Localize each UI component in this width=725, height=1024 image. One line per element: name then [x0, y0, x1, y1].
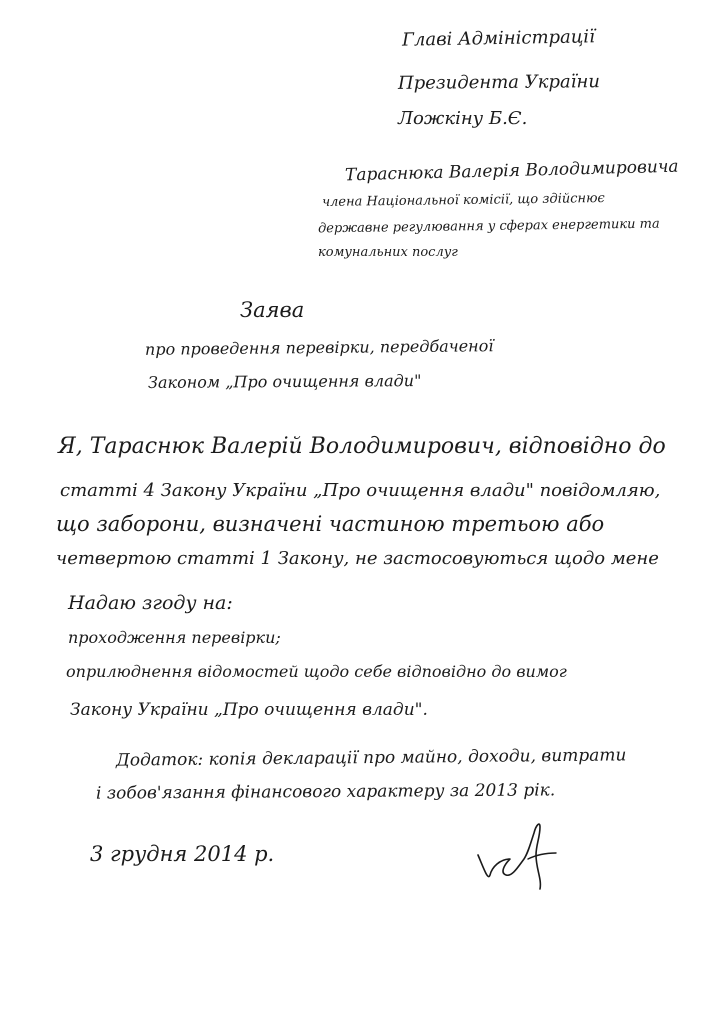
- body-line-3: що заборони, визначені частиною третьою або: [56, 512, 605, 536]
- addressee-line-3: Ложкіну Б.Є.: [398, 108, 528, 129]
- consent-line-3: оприлюднення відомостей щодо себе відповідно до вимог: [66, 662, 567, 681]
- consent-line-4: Закону України „Про очищення влади".: [70, 700, 428, 720]
- addressee-line-2: Президента України: [397, 71, 601, 94]
- sender-position-line-3: комунальних послуг: [318, 245, 458, 260]
- sender-name: Тараснюка Валерія Володимировича: [344, 156, 679, 186]
- consent-line-1: Надаю згоду на:: [68, 592, 233, 614]
- sender-position-line-1: члена Національної комісії, що здійснює: [321, 191, 605, 210]
- date-line: 3 грудня 2014 р.: [90, 842, 275, 866]
- handwritten-signature: [470, 815, 570, 895]
- document-title: Заява: [240, 298, 305, 322]
- subject-line-1: про проведення перевірки, передбаченої: [144, 336, 494, 359]
- consent-line-2: проходження перевірки;: [68, 628, 281, 647]
- attachment-line-1: Додаток: копія декларації про майно, доходи, витрати: [115, 745, 627, 771]
- attachment-line-2: і зобов'язання фінансового характеру за 2013 рік.: [95, 780, 556, 804]
- body-line-4: четвертою статті 1 Закону, не застосовуються щодо мене: [56, 548, 659, 569]
- body-line-1: Я, Тараснюк Валерій Володимирович, відповідно до: [58, 434, 666, 459]
- addressee-line-1: Главі Адміністрації: [401, 26, 596, 51]
- body-line-2: статті 4 Закону України „Про очищення влади" повідомляю,: [60, 480, 661, 501]
- sender-position-line-2: державне регулювання у сферах енергетики та: [317, 216, 660, 237]
- subject-line-2: Законом „Про очищення влади": [147, 371, 422, 392]
